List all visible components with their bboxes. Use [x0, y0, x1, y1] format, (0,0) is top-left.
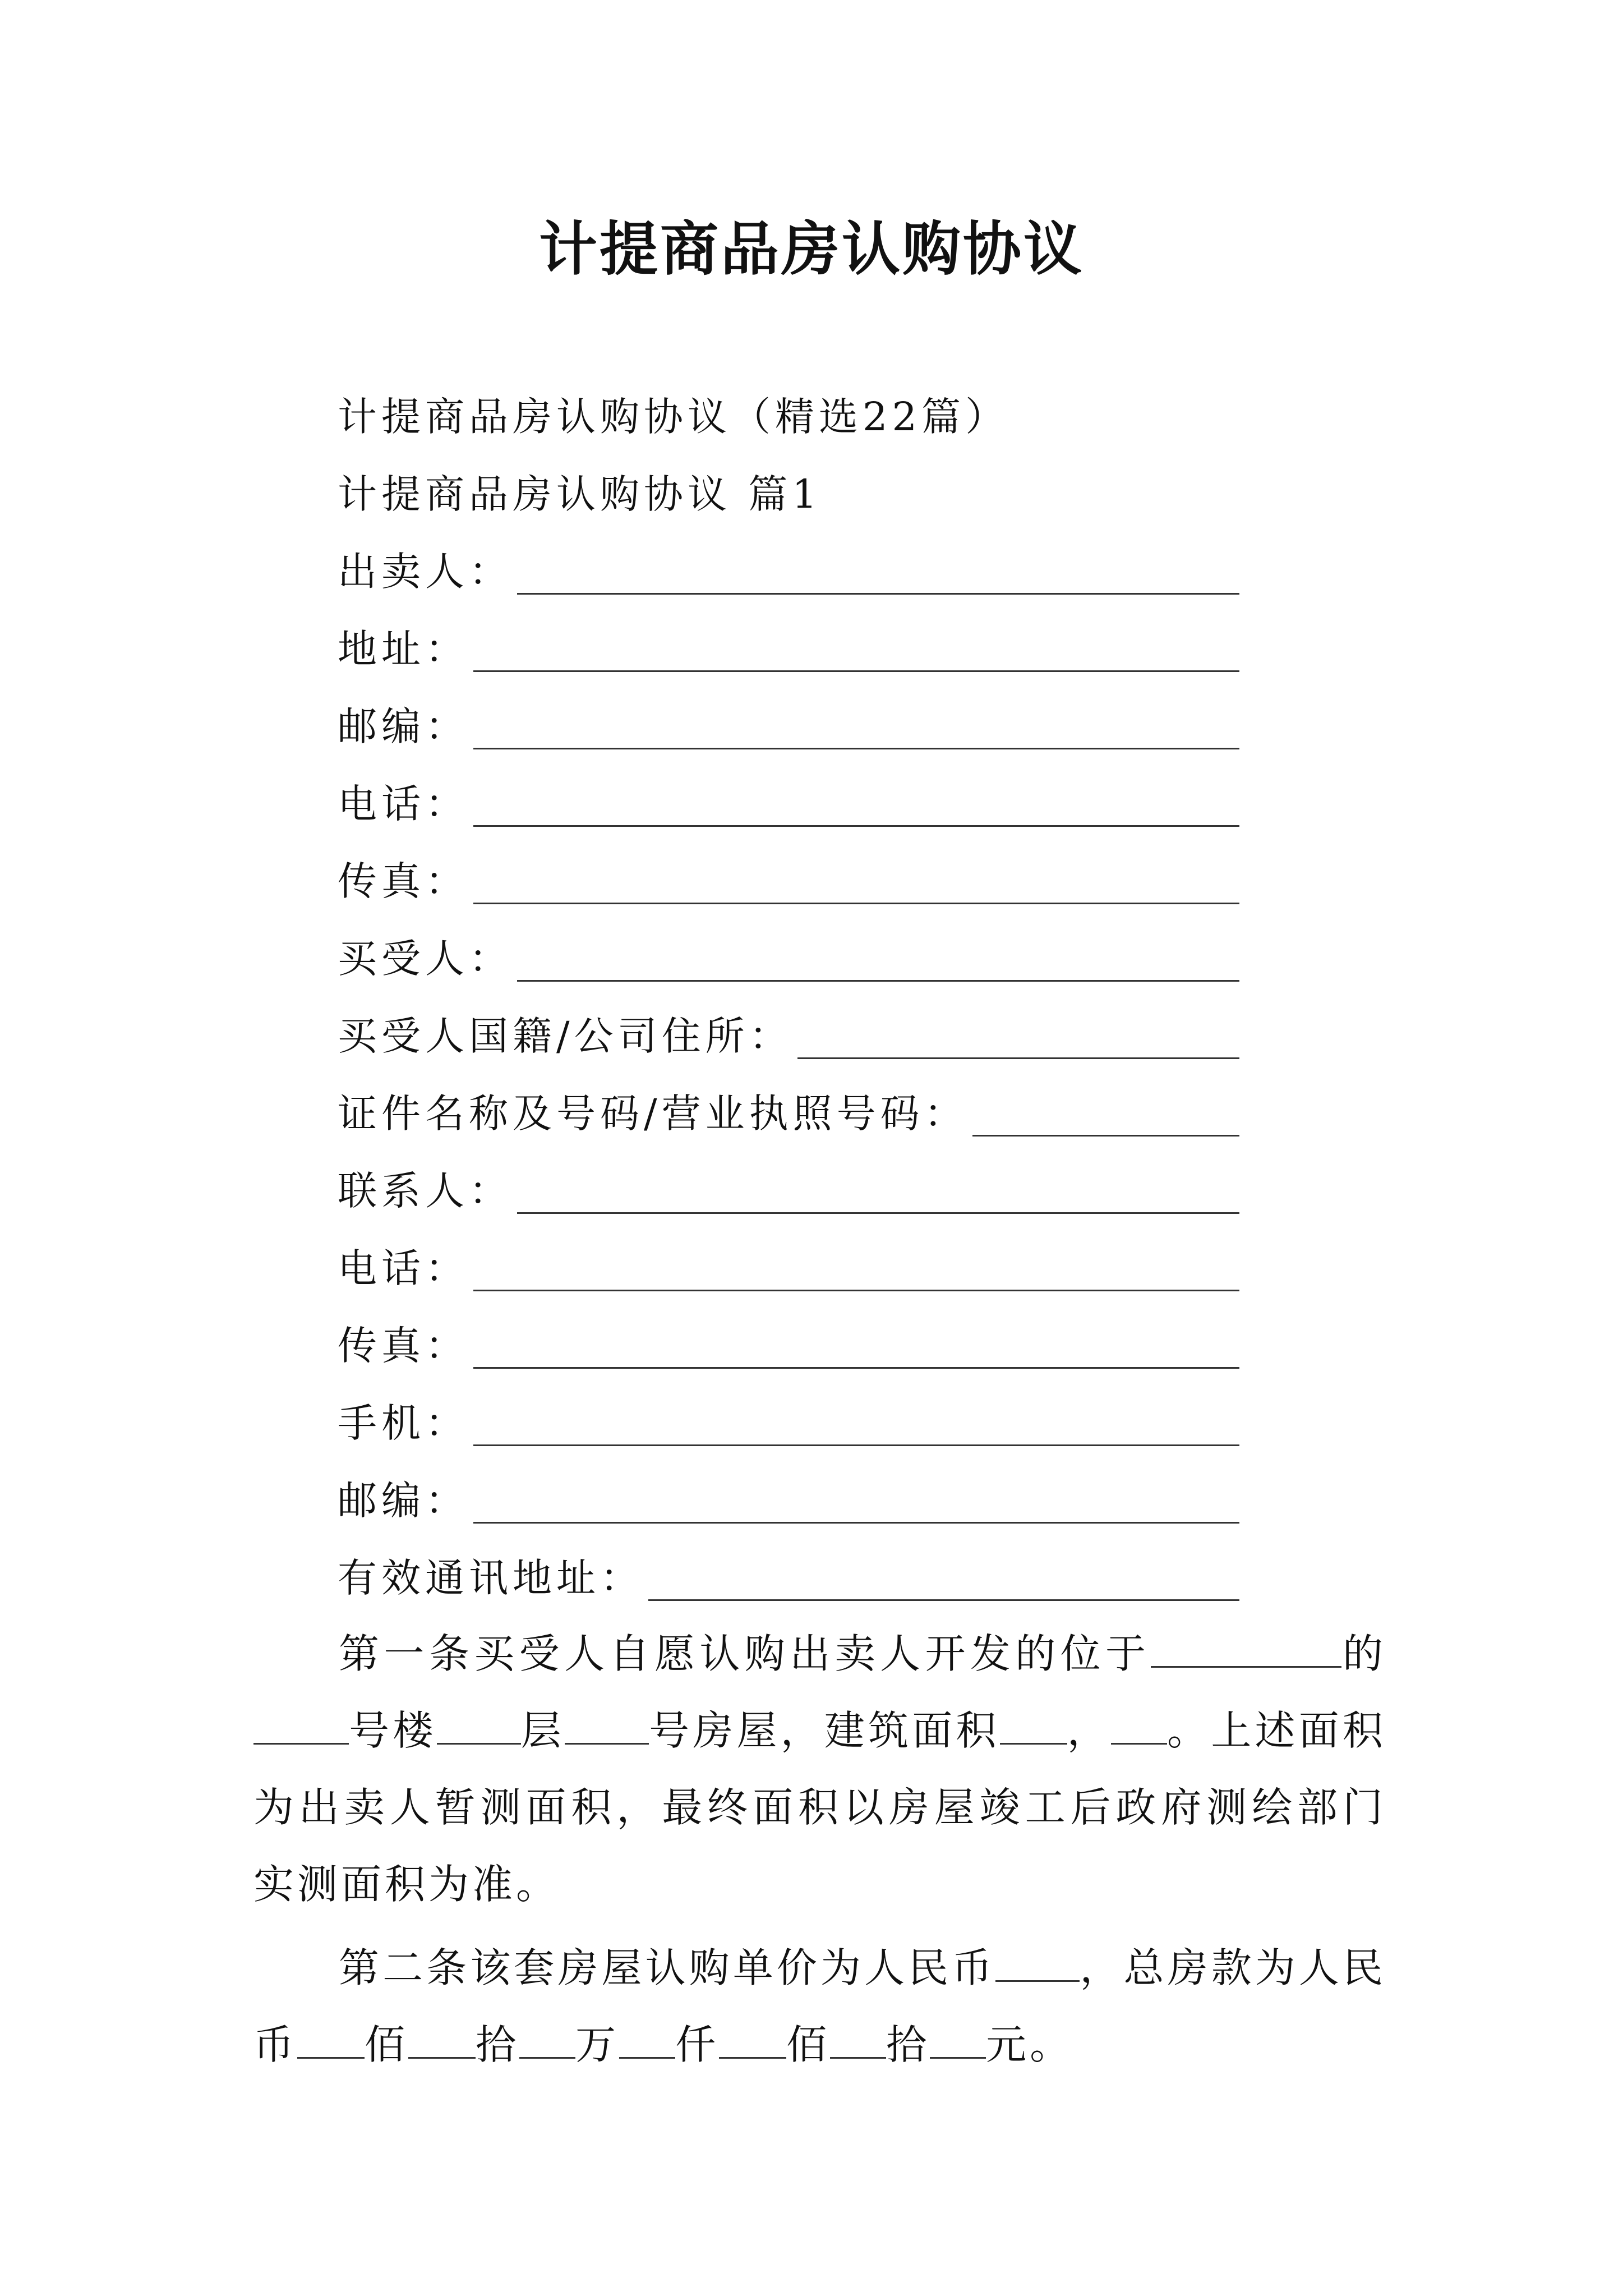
floor-blank[interactable]	[437, 1711, 521, 1745]
field-blank[interactable]	[473, 670, 1239, 672]
field-label: 买受人国籍/公司住所：	[338, 1013, 793, 1059]
field-contact	[338, 1139, 1239, 1216]
field-address	[338, 597, 1239, 674]
article-1-text: 的	[1341, 1630, 1386, 1677]
area-blank[interactable]	[1000, 1711, 1067, 1745]
unit-text: 元。	[986, 2021, 1074, 2068]
field-label: 传真：	[338, 1323, 469, 1369]
field-label: 电话：	[338, 781, 469, 827]
field-blank[interactable]	[517, 980, 1239, 982]
unit-text: 仟	[675, 2021, 720, 2068]
field-seller	[338, 519, 1239, 597]
field-phone	[338, 752, 1239, 829]
field-phone-2	[338, 1216, 1239, 1294]
area-unit-blank[interactable]	[1111, 1711, 1167, 1745]
field-fax-2	[338, 1294, 1239, 1371]
article-2-text: ，总房款为人民币	[253, 1944, 1386, 2068]
amount-blank[interactable]	[297, 2026, 365, 2059]
amount-blank[interactable]	[408, 2026, 476, 2059]
room-blank[interactable]	[565, 1711, 649, 1745]
unit-price-blank[interactable]	[995, 1949, 1080, 1982]
intro-text: 计提商品房认购协议（精选22篇）	[338, 394, 1009, 440]
field-blank[interactable]	[473, 748, 1239, 749]
field-buyer-residence	[338, 984, 1239, 1061]
unit-text: 拾	[476, 2021, 520, 2068]
field-blank[interactable]	[517, 593, 1239, 595]
field-blank[interactable]	[972, 1135, 1239, 1137]
article-2	[253, 1930, 1386, 2083]
field-blank[interactable]	[473, 1522, 1239, 1524]
field-mobile	[338, 1371, 1239, 1448]
field-label: 电话：	[338, 1245, 469, 1291]
field-label: 买受人：	[338, 936, 513, 982]
field-label: 证件名称及号码/营业执照号码：	[338, 1091, 968, 1137]
field-label: 邮编：	[338, 1478, 469, 1524]
field-blank[interactable]	[473, 903, 1239, 904]
amount-blank[interactable]	[830, 2026, 886, 2059]
field-blank[interactable]	[473, 1367, 1239, 1369]
article-2-text: 第二条该套房屋认购单价为人民币	[339, 1944, 996, 1991]
field-blank[interactable]	[473, 825, 1239, 827]
section-heading: 计提商品房认购协议 篇1	[338, 471, 822, 517]
field-postcode	[338, 674, 1239, 752]
unit-text: 拾	[886, 2021, 930, 2068]
unit-text: 佰	[786, 2021, 831, 2068]
amount-blank[interactable]	[619, 2026, 675, 2059]
location-blank[interactable]	[1151, 1635, 1341, 1668]
amount-blank[interactable]	[719, 2026, 786, 2059]
article-1-text: 第一条买受人自愿认购出卖人开发的位于	[339, 1630, 1151, 1677]
document-title: 计提商品房认购协议	[538, 215, 1084, 283]
field-label: 传真：	[338, 858, 469, 904]
field-blank[interactable]	[797, 1057, 1239, 1059]
field-postcode-2	[338, 1448, 1239, 1526]
field-label: 有效通讯地址：	[338, 1555, 644, 1601]
field-blank[interactable]	[517, 1212, 1239, 1214]
field-label: 地址：	[338, 626, 469, 672]
building-blank[interactable]	[253, 1711, 349, 1745]
field-blank[interactable]	[648, 1599, 1239, 1601]
article-1-text: ，	[1067, 1707, 1111, 1754]
field-fax	[338, 829, 1239, 907]
field-label: 联系人：	[338, 1168, 513, 1214]
section-heading-line	[338, 442, 1239, 519]
field-label: 手机：	[338, 1400, 469, 1446]
field-blank[interactable]	[473, 1444, 1239, 1446]
field-buyer	[338, 907, 1239, 984]
article-1-text: 层	[520, 1707, 565, 1754]
field-label: 出卖人：	[338, 549, 513, 595]
intro-line	[338, 365, 1239, 442]
field-id-number	[338, 1061, 1239, 1139]
field-label: 邮编：	[338, 703, 469, 749]
field-mailing-address	[338, 1526, 1239, 1603]
amount-blank[interactable]	[519, 2026, 575, 2059]
article-1	[253, 1616, 1386, 1923]
unit-text: 万	[575, 2021, 620, 2068]
article-1-text: 号楼	[349, 1707, 437, 1754]
field-blank[interactable]	[473, 1290, 1239, 1291]
unit-text: 佰	[365, 2021, 409, 2068]
article-1-text: 。上述面积为出卖人暂测面积，最终面积以房屋竣工后政府测绘部门实测面积为准。	[253, 1707, 1386, 1908]
amount-blank[interactable]	[930, 2026, 986, 2059]
article-1-text: 号房屋，建筑面积	[648, 1707, 1000, 1754]
